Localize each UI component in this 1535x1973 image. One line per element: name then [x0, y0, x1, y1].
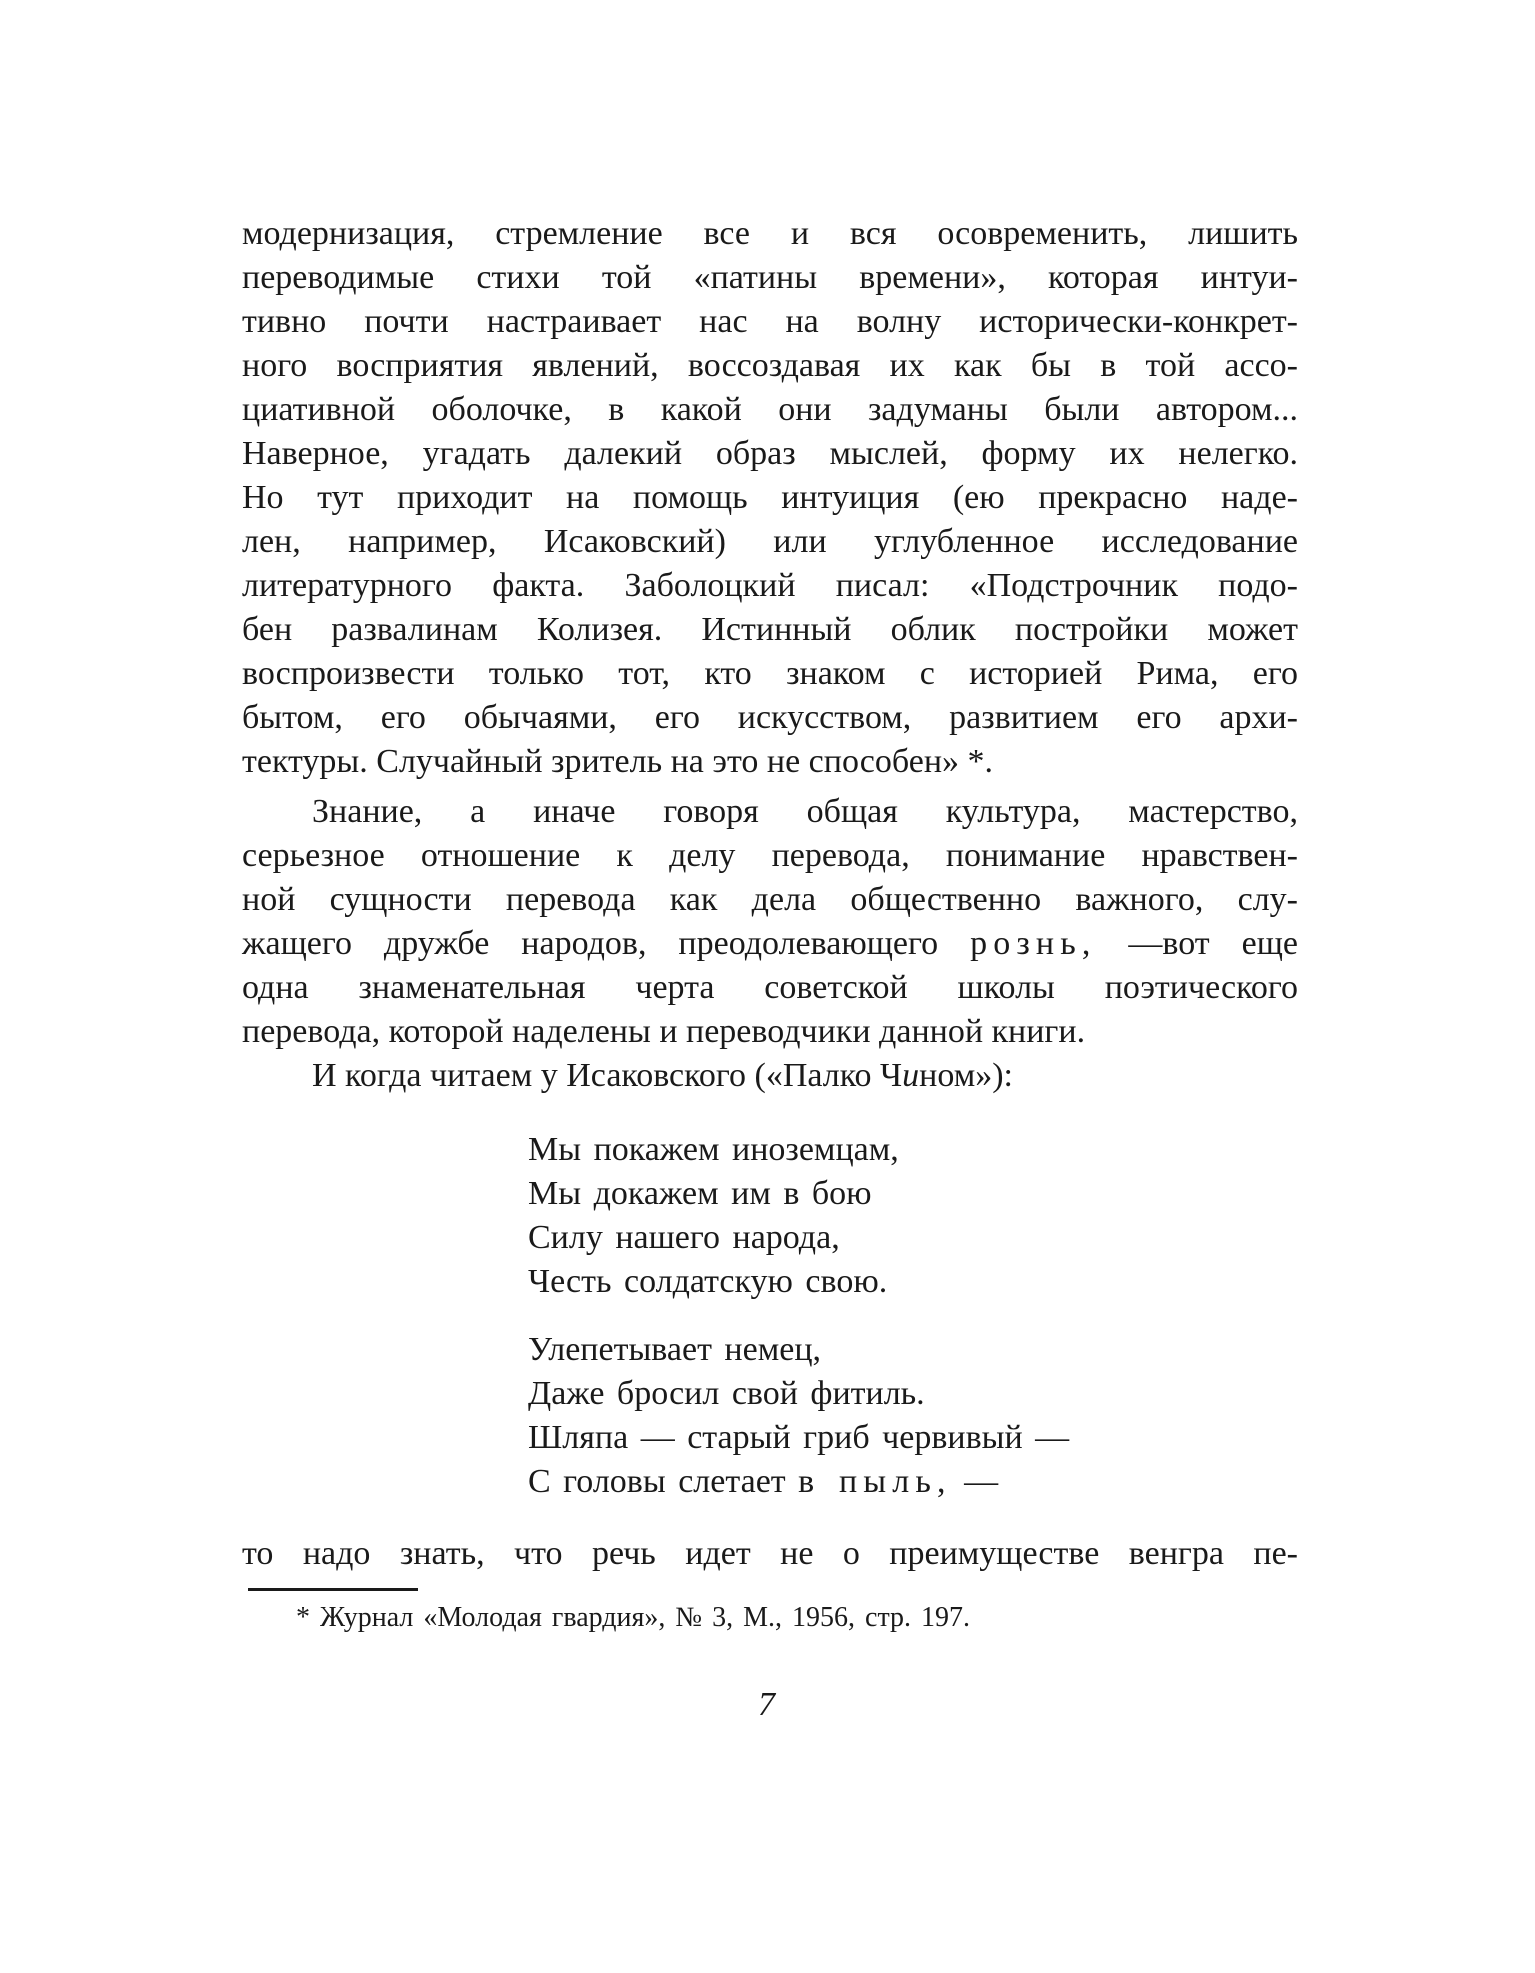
spaced-word: рознь, [970, 925, 1097, 962]
text-line [242, 922, 1298, 966]
main-text [242, 212, 1298, 1098]
text-line: тивно почти настраивает нас на волну исторически-конкрет- [242, 303, 1298, 340]
paragraph-2 [242, 790, 1298, 1054]
text-line: перевода, которой наделены и переводчики данной книги. [242, 1013, 1086, 1050]
footnote-divider [248, 1588, 418, 1591]
poem-quote [528, 1128, 1069, 1528]
text-line: циативной оболочке, в какой они задуманы были автором... [242, 391, 1298, 428]
text-line: Наверное, угадать далекий образ мыслей, форму их нелегко. [242, 435, 1298, 472]
text-line: ной сущности перевода как дела общественно важного, слу- [242, 881, 1298, 918]
text-line: то надо знать, что речь идет не о преимуществе венгра пе- [242, 1535, 1298, 1572]
text-line: воспроизвести только тот, кто знаком с историей Рима, его [242, 655, 1298, 692]
text-segment: жащего дружбе народов, преодолевающего [242, 925, 971, 962]
text-line: одна знаменательная черта советской школы поэтического [242, 969, 1298, 1006]
poem-line: Честь солдатскую свою. [528, 1263, 888, 1300]
continuation-text [242, 1532, 1298, 1576]
poem-line: Мы покажем иноземцам, [528, 1131, 899, 1168]
text-segment: С головы слетает [528, 1463, 799, 1500]
text-line: тектуры. Случайный зритель на это не способен» *. [242, 743, 994, 780]
italic-letter: и [902, 1057, 920, 1094]
text-line: лен, например, Исаковский) или углубленное исследование [242, 523, 1298, 560]
text-segment: ном»): [919, 1057, 1013, 1094]
poem-line: Даже бросил свой фитиль. [528, 1375, 925, 1412]
text-line [242, 1054, 1298, 1098]
stanza-2 [528, 1328, 1069, 1504]
text-line: бытом, его обычаями, его искусством, развитием его архи- [242, 699, 1298, 736]
text-segment: —вот еще [1096, 925, 1298, 962]
paragraph-3 [242, 1054, 1298, 1098]
text-line: переводимые стихи той «патины времени», которая интуи- [242, 259, 1298, 296]
stanza-1 [528, 1128, 1069, 1304]
poem-line: Шляпа — старый гриб червивый — [528, 1419, 1070, 1456]
text-line: литературного факта. Заболоцкий писал: «Подстрочник подо- [242, 567, 1298, 604]
poem-line [528, 1460, 1069, 1504]
poem-line: Улепетывает немец, [528, 1331, 822, 1368]
text-line: модернизация, стремление все и вся осовременить, лишить [242, 215, 1298, 252]
text-line: ного восприятия явлений, воссоздавая их как бы в той ассо- [242, 347, 1298, 384]
poem-line: Мы докажем им в бою [528, 1175, 872, 1212]
text-line: Знание, а иначе говоря общая культура, мастерство, [312, 793, 1298, 830]
text-line: серьезное отношение к делу перевода, понимание нравствен- [242, 837, 1298, 874]
text-segment: И когда читаем у Исаковского («Палко Ч [312, 1057, 903, 1094]
footnote: * Журнал «Молодая гвардия», № 3, М., 1956, стр. 197. [296, 1602, 971, 1633]
page-number: 7 [758, 1686, 775, 1723]
paragraph-1 [242, 212, 1298, 784]
text-line: Но тут приходит на помощь интуиция (ею прекрасно наде- [242, 479, 1298, 516]
text-segment: — [951, 1463, 999, 1500]
spaced-word: в пыль, [798, 1463, 952, 1500]
poem-line: Силу нашего народа, [528, 1219, 840, 1256]
text-line: бен развалинам Колизея. Истинный облик постройки может [242, 611, 1298, 648]
